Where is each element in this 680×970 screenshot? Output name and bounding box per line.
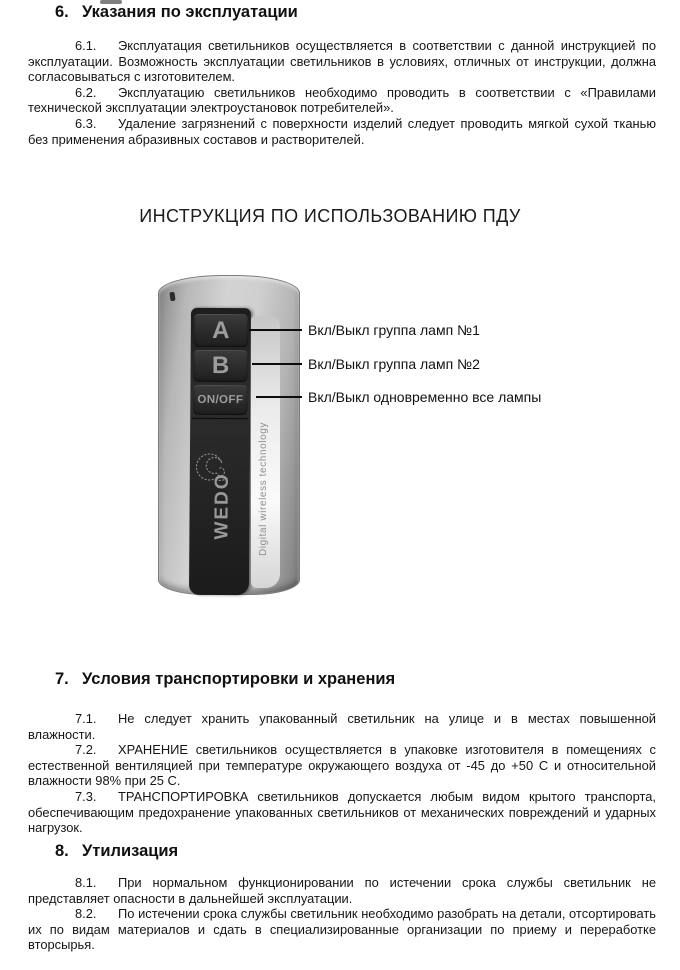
section-6-title: Указания по эксплуатации bbox=[82, 3, 298, 21]
paragraph-8-2 bbox=[28, 906, 656, 953]
callout-line-3 bbox=[256, 396, 302, 398]
pdu-instruction-title: ИНСТРУКЦИЯ ПО ИСПОЛЬЗОВАНИЮ ПДУ bbox=[139, 206, 521, 226]
side-text-label: Digital wireless technology bbox=[258, 421, 269, 556]
callout-line-1 bbox=[249, 329, 302, 331]
led-indicator bbox=[169, 292, 175, 302]
paragraph-text: ХРАНЕНИЕ светильников осуществляется в упаковке изготовителя в помещениях с естественной вентиляцией при температуре окружающего воздуха от -45 до +50 С и относительной влажности 98% при 25 С. bbox=[28, 742, 656, 789]
callout-line-2 bbox=[252, 363, 302, 365]
paragraph-text: ТРАНСПОРТИРОВКА светильников допускается любым видом крытого транспорта, обеспечивающим предохранение упакованных светильников от механических повреждений и ударных нагрузок. bbox=[28, 788, 656, 836]
section-8-title: Утилизация bbox=[82, 842, 179, 860]
paragraph-number: 7.1. bbox=[75, 711, 97, 726]
remote-button-panel bbox=[189, 308, 251, 595]
paragraph-number: 8.1. bbox=[75, 875, 97, 890]
callout-label-2: Вкл/Выкл группа ламп №2 bbox=[308, 356, 480, 372]
remote-button-a bbox=[194, 314, 248, 347]
section-8-heading bbox=[55, 842, 178, 861]
paragraph-6-1 bbox=[28, 38, 656, 85]
section-7-number: 7. bbox=[55, 670, 69, 688]
paragraph-number: 6.2. bbox=[75, 84, 97, 100]
button-onoff-label: ON/OFF bbox=[197, 393, 244, 407]
paragraph-text: Эксплуатацию светильников необходимо проводить в соответствии с «Правилами технической эксплуатации электроустановок потребителей». bbox=[28, 84, 656, 116]
paragraph-text: Не следует хранить упакованный светильник на улице и в местах повышенной влажности. bbox=[28, 711, 656, 742]
section-7-title: Условия транспортировки и хранения bbox=[82, 670, 396, 688]
section-6-number: 6. bbox=[55, 3, 69, 21]
paragraph-number: 6.3. bbox=[75, 115, 97, 131]
paragraph-number: 8.2. bbox=[75, 906, 97, 922]
section-6-heading bbox=[55, 3, 298, 22]
paragraph-6-2 bbox=[28, 85, 656, 116]
paragraph-number: 7.3. bbox=[75, 788, 97, 804]
paragraph-8-1 bbox=[28, 875, 656, 906]
remote-button-b bbox=[193, 350, 247, 382]
paragraph-7-3 bbox=[28, 789, 656, 836]
paragraph-text: Эксплуатация светильников осуществляется в соответствии с данной инструкцией по эксплуатации. Возможность эксплуатации светильников в условиях, отличных от инструкции, должна согласовываться с изготовителем. bbox=[28, 38, 656, 85]
paragraph-text: По истечении срока службы светильник необходимо разобрать на детали, отсортировать их по видам материалов и сдать в специализированные организации по приему и переработке вторсырья. bbox=[28, 906, 656, 953]
panel-divider bbox=[192, 418, 248, 419]
section-6-body bbox=[28, 38, 656, 147]
paragraph-7-1 bbox=[28, 711, 656, 742]
paragraph-text: При нормальном функционировании по истечении срока службы светильник не представляет опасности в дальнейшей эксплуатации. bbox=[28, 875, 656, 906]
button-a-label: A bbox=[212, 316, 230, 344]
section-8-body bbox=[28, 875, 656, 953]
callout-label-3: Вкл/Выкл одновременно все лампы bbox=[308, 389, 542, 405]
callout-label-1: Вкл/Выкл группа ламп №1 bbox=[308, 322, 480, 338]
remote-side-strip bbox=[251, 316, 280, 588]
section-7-body bbox=[28, 711, 656, 836]
brand-logo: WEDO bbox=[211, 472, 233, 540]
button-b-label: B bbox=[211, 351, 230, 380]
paragraph-number: 7.2. bbox=[75, 742, 97, 758]
remote-control-photo bbox=[158, 275, 300, 595]
section-8-number: 8. bbox=[55, 842, 69, 860]
remote-button-onoff bbox=[193, 385, 247, 415]
section-7-heading bbox=[55, 670, 395, 689]
paragraph-number: 6.1. bbox=[75, 38, 97, 53]
paragraph-7-2 bbox=[28, 742, 656, 789]
paragraph-text: Удаление загрязнений с поверхности изделий следует проводить мягкой сухой тканью без применения абразивных составов и растворителей. bbox=[28, 115, 656, 147]
paragraph-6-3 bbox=[28, 116, 656, 147]
